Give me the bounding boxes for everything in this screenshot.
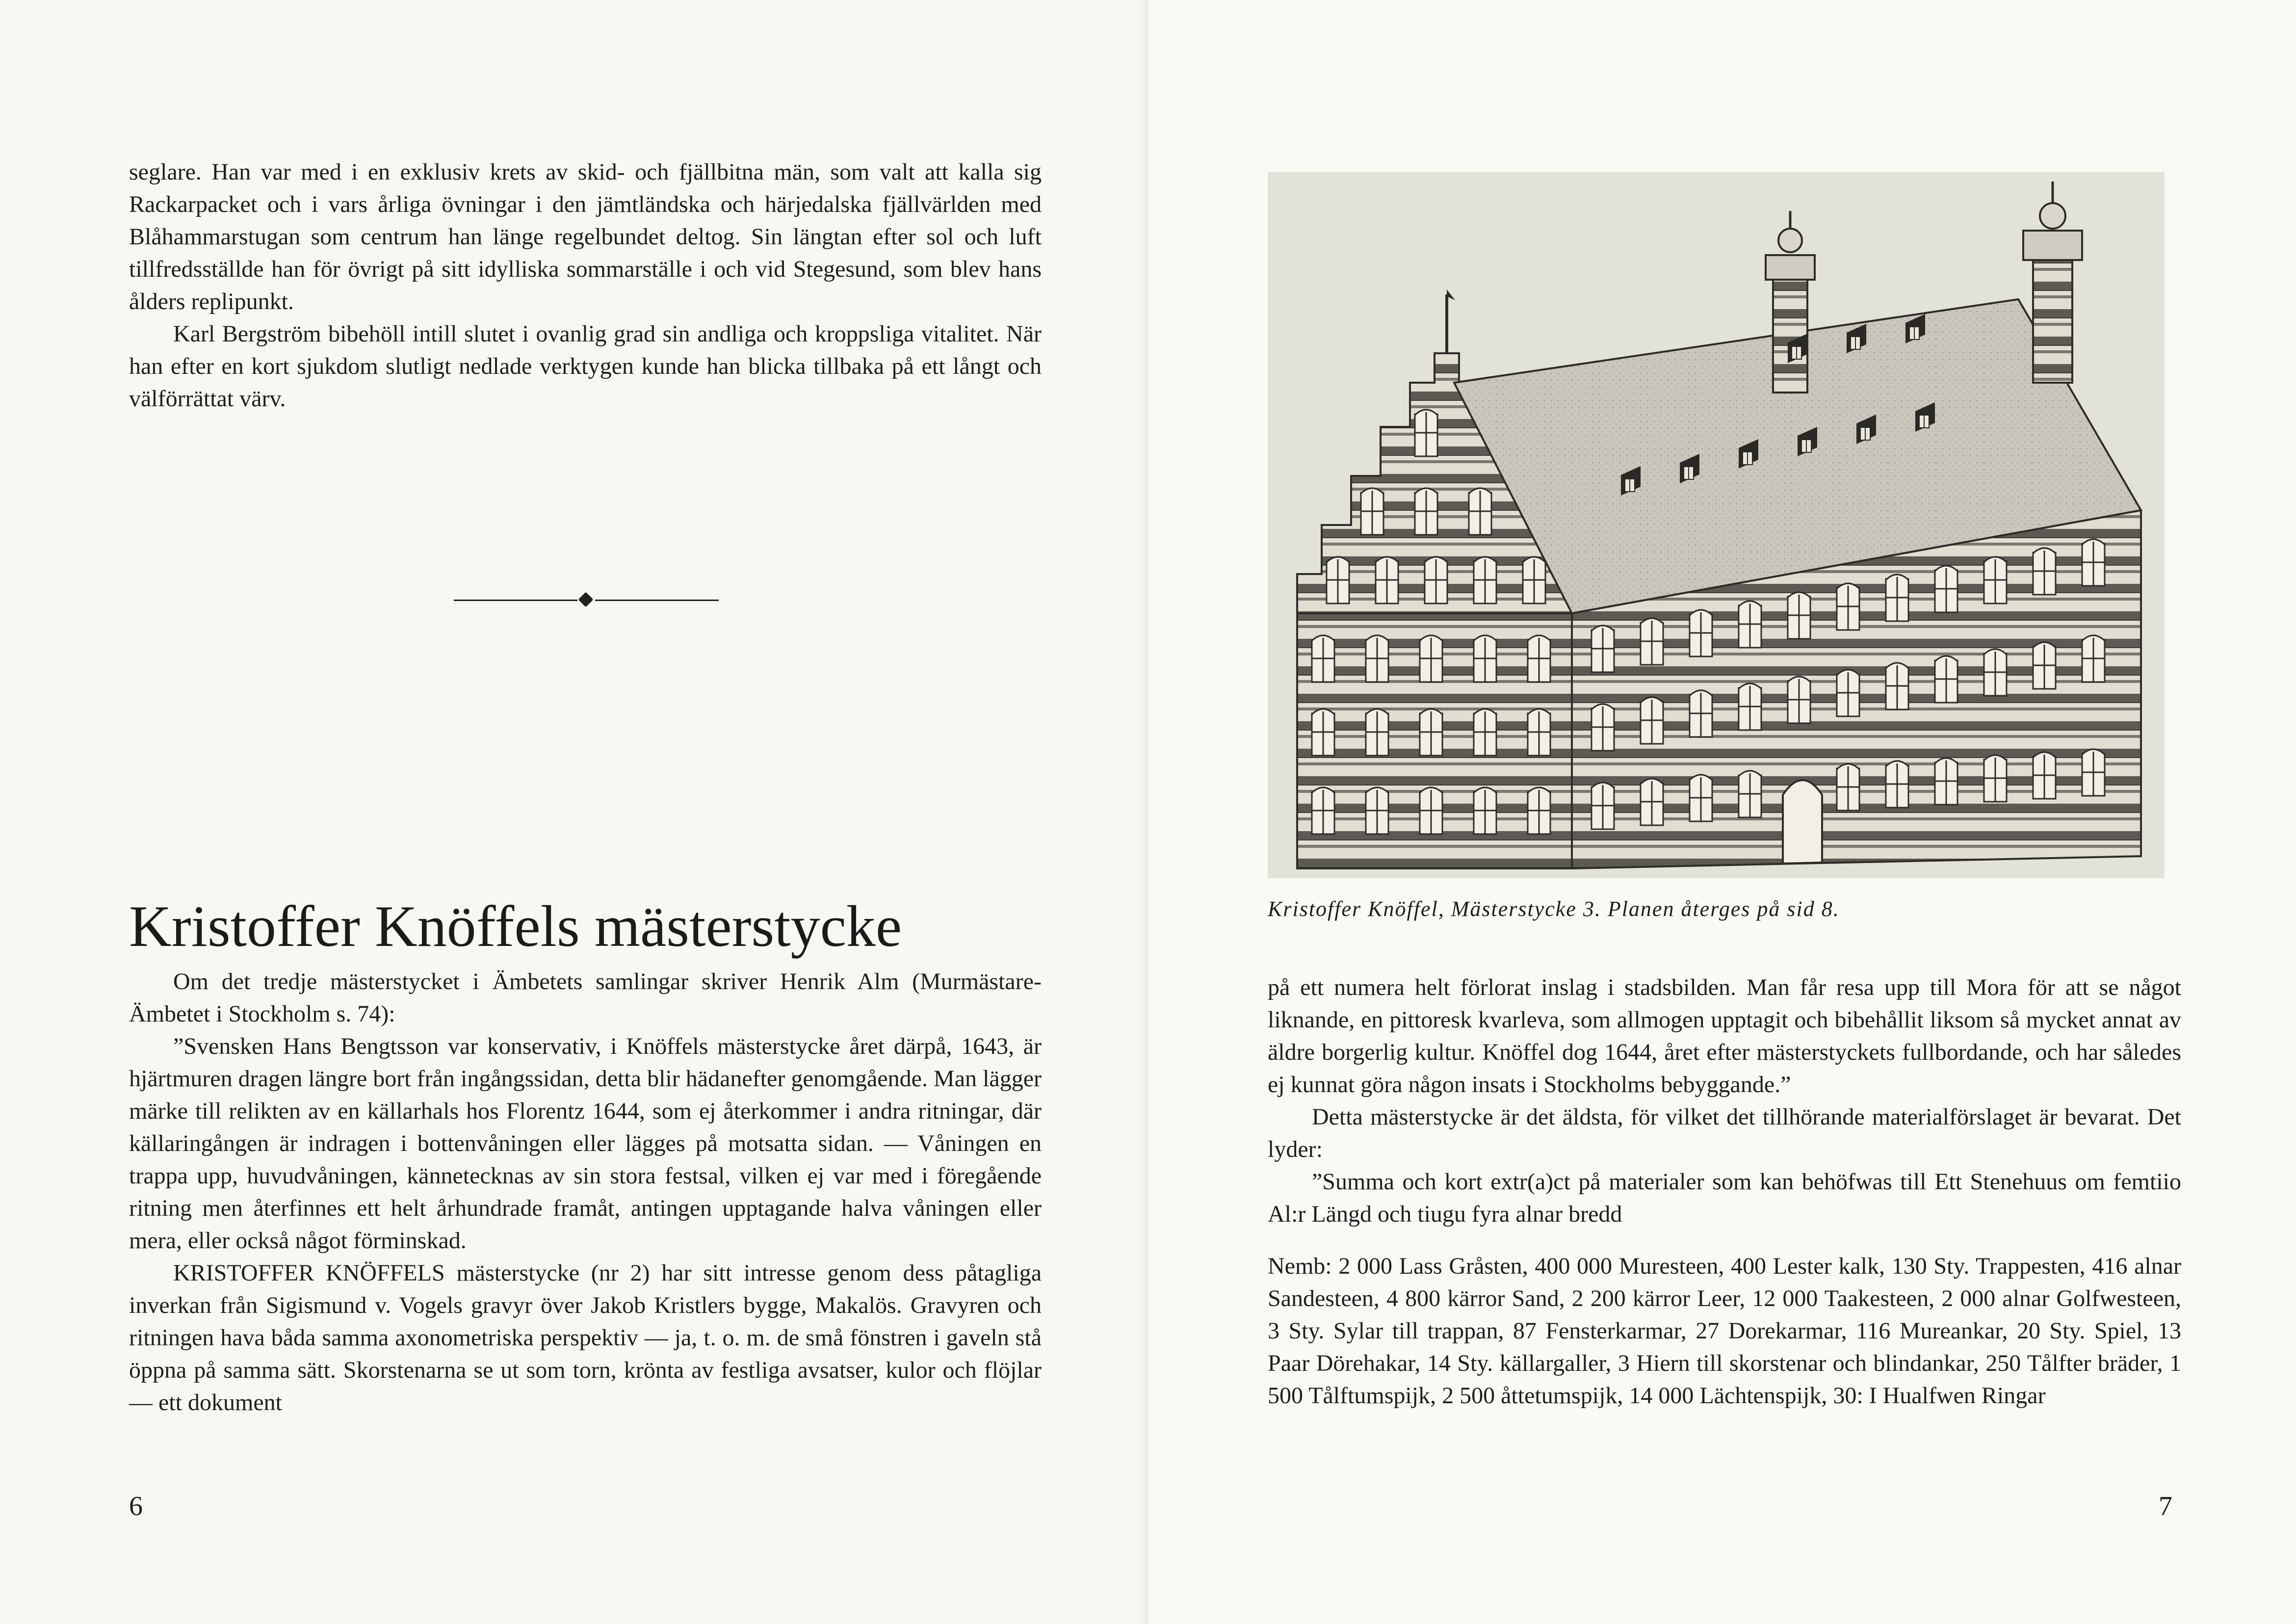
paragraph: Om det tredje mästerstycket i Ämbetets samlingar skriver Henrik Alm (Murmästare-Ämbetet i Stockholm s. 74): (129, 969, 1042, 1027)
figure-caption: Kristoffer Knöffel, Mästerstycke 3. Planen återges på sid 8. (1268, 897, 1840, 921)
right-body-text (1268, 971, 2181, 1412)
building-illustration (1268, 172, 2165, 878)
paragraph: ”Summa och kort extr(a)ct på materialer som kan behöfwas till Ett Stenehuus om femtiio Al:r Längd och tiugu fyra alnar bredd (1268, 1169, 2181, 1227)
intro-text (129, 156, 1042, 415)
page-number: 7 (2159, 1491, 2172, 1521)
paragraph: seglare. Han var med i en exklusiv krets av skid- och fjällbitna män, som valt att kalla sig Rackarpacket och i vars årliga övningar i den jämtländska och härjedalska fjällvärlden med Blåhammarstugan som centrum han länge regelbundet deltog. Sin längtan efter sol och luft tillfredsställde han för övrigt på sitt idylliska sommarställe i och vid Stegesund, som blev hans ålders replipunkt. (129, 159, 1042, 314)
paragraph: Karl Bergström bibehöll intill slutet i ovanlig grad sin andliga och kroppsliga vitalitet. När han efter en kort sjukdom slutligt nedlade verktygen kunde han blicka tillbaka på ett långt och välförrättat värv. (129, 321, 1042, 412)
section-body (129, 966, 1042, 1419)
paragraph: ”Svensken Hans Bengtsson var konservativ, i Knöffels mästerstycke året därpå, 1643, är hjärtmuren dragen längre bort från ingångssidan, detta blir hädanefter genomgående. Man lägger märke till relikten av en källarhals hos Florentz 1644, som ej återkommer i andra ritningar, där källaringången är indragen i bottenvåningen eller lägges på motsatta sidan. — Våningen en trappa upp, huvudvåningen, kännetecknas av sin stora festsal, vilken ej var med i föregående ritning men återfinnes ett helt århundrade framåt, antingen upptagande halva våningen eller mera, eller också något förminskad. (129, 1033, 1042, 1254)
paragraph: Detta mästerstycke är det äldsta, för vilket det tillhörande materialförslaget är bevarat. Det lyder: (1268, 1104, 2181, 1162)
section-title: Kristoffer Knöffels mästerstycke (129, 893, 902, 959)
paragraph: på ett numera helt förlorat inslag i stadsbilden. Man får resa upp till Mora för att se något liknande, en pittoresk kvarleva, som allmogen upptagit och bibehållit liksom så mycket annat av äldre borgerlig kultur. Knöffel dog 1644, året efter mästerstyckets fullbordande, och har således ej kunnat göra någon insats i Stockholms bebyggande.” (1268, 974, 2181, 1098)
building-drawing (1268, 172, 2165, 878)
materials-list: Nemb: 2 000 Lass Gråsten, 400 000 Muresteen, 400 Lester kalk, 130 Sty. Trappesten, 416 alnar Sandesteen, 4 800 kärror Sand, 2 200 kärror Leer, 12 000 Taakesteen, 2 000 alnar Golfwesteen, 3 Sty. Sylar till trappan, 87 Fensterkarmar, 27 Dorekarmar, 116 Mureankar, 20 Sty. Spiel, 13 Paar Dörehakar, 14 Sty. källargaller, 3 Hiern till skorstenar och blindankar, 250 Tålfter bräder, 1 500 Tålftumspijk, 2 500 åttetumspijk, 14 000 Lächtenspijk, 30: I Hualfwen Ringar (1268, 1253, 2181, 1409)
page-number: 6 (129, 1491, 143, 1521)
paragraph: KRISTOFFER KNÖFFELS mästerstycke (nr 2) har sitt intresse genom dess påtagliga inverkan från Sigismund v. Vogels gravyr över Jakob Kristlers bygge, Makalös. Gravyren och ritningen hava båda samma axonometriska perspektiv — ja, t. o. m. de små fönstren i gaveln stå öppna på samma sätt. Skorstenarna se ut som torn, krönta av festliga avsatser, kulor och flöjlar — ett dokument (129, 1260, 1042, 1415)
section-divider-ornament (454, 593, 719, 607)
